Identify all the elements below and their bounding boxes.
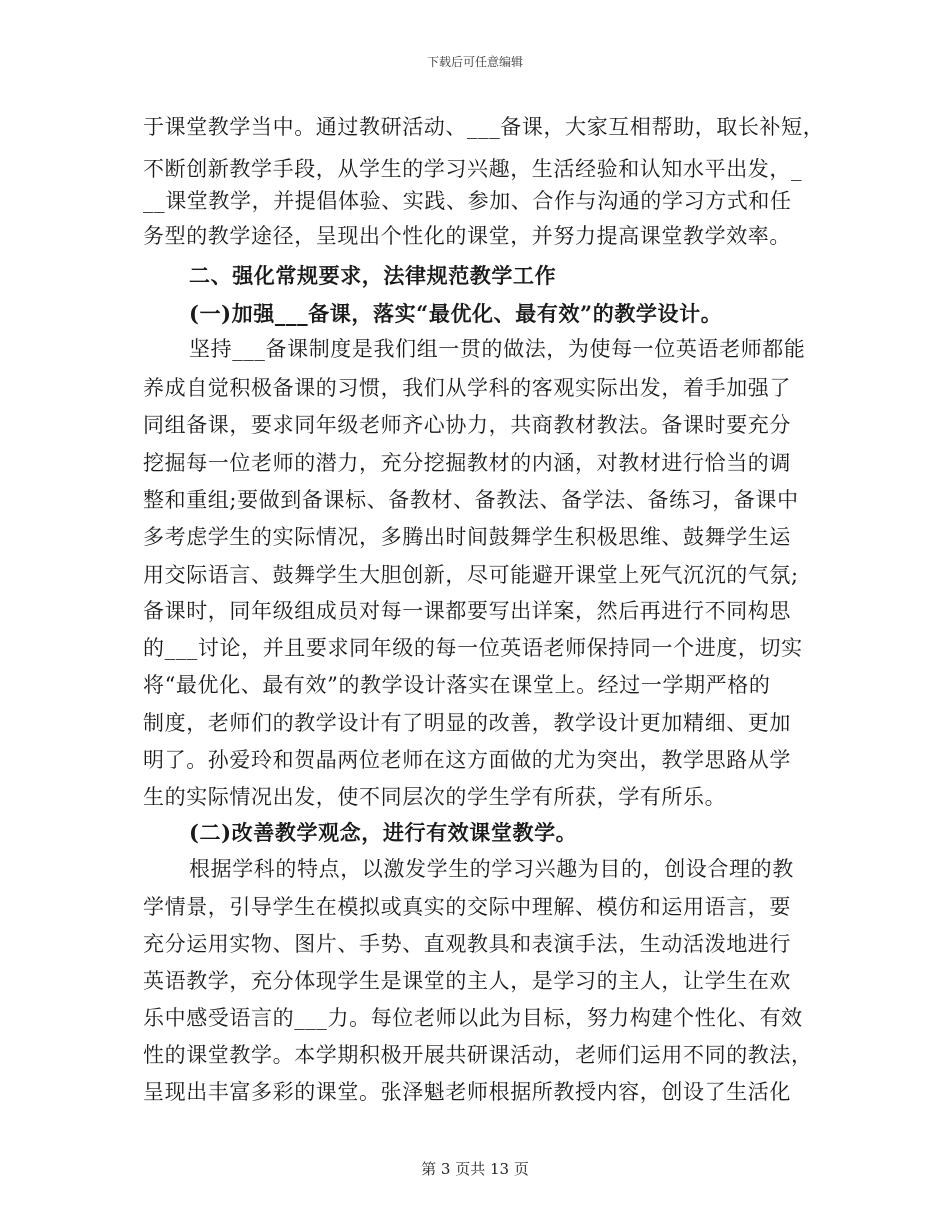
subsection-heading: (一)加强___备课，落实“最优化、最有效”的教学设计。	[189, 301, 723, 326]
text-line: 不断创新教学手段，从学生的学习兴趣，生活经验和认知水平出发，_	[143, 157, 803, 181]
text-line: 于课堂教学当中。通过教研活动、___备课，大家互相帮助，取长补短，	[143, 115, 825, 139]
subsection-heading: (二)改善教学观念，进行有效课堂教学。	[189, 820, 578, 845]
text-line: 用交际语言、鼓舞学生大胆创新，尽可能避开课堂上死气沉沉的气氛;	[143, 563, 799, 587]
text-line: 备课时，同年级组成员对每一课都要写出详案，然后再进行不同构思	[143, 599, 791, 623]
text-line: 制度，老师们的教学设计有了明显的改善，教学设计更加精细、更加	[143, 711, 791, 735]
text-line: 生的实际情况出发，使不同层次的学生学有所获，学有所乐。	[143, 785, 727, 809]
text-line: 务型的教学途径，呈现出个性化的课堂，并努力提高课堂教学效率。	[143, 224, 791, 248]
page-footer: 第 3 页共 13 页	[421, 1160, 529, 1178]
text-line: 性的课堂教学。本学期积极开展共研课活动，老师们运用不同的教法，	[143, 1043, 813, 1067]
text-line: 多考虑学生的实际情况，多腾出时间鼓舞学生积极思维、鼓舞学生运	[143, 525, 791, 549]
text-line: 养成自觉积极备课的习惯，我们从学科的客观实际出发，着手加强了	[143, 376, 791, 400]
page-header: 下载后可任意编辑	[426, 55, 523, 69]
text-line: 的___讨论，并且要求同年级的每一位英语老师保持同一个进度，切实	[143, 636, 803, 660]
text-line: 乐中感受语言的___力。每位老师以此为目标，努力构建个性化、有效	[143, 1006, 803, 1030]
text-line: 明了。孙爱玲和贺晶两位老师在这方面做的尤为突出，教学思路从学	[143, 748, 791, 772]
text-line: __课堂教学，并提倡体验、实践、参加、合作与沟通的学习方式和任	[143, 189, 792, 213]
text-line: 学情景，引导学生在模拟或真实的交际中理解、模仿和运用语言，要	[143, 895, 791, 919]
text-line: 坚持___备课制度是我们组一贯的做法，为使每一位英语老师都能	[189, 337, 806, 361]
text-line: 充分运用实物、图片、手势、直观教具和表演手法，生动活泼地进行	[143, 932, 791, 956]
text-line: 挖掘每一位老师的潜力，充分挖掘教材的内涵，对教材进行恰当的调	[143, 451, 791, 475]
text-line: 呈现出丰富多彩的课堂。张泽魁老师根据所教授内容，创设了生活化	[143, 1080, 791, 1104]
section-heading: 二、强化常规要求，法律规范教学工作	[189, 263, 557, 288]
text-line: 将“最优化、最有效”的教学设计落实在课堂上。经过一学期严格的	[143, 673, 771, 697]
text-line: 根据学科的特点，以激发学生的学习兴趣为目的，创设合理的教	[189, 857, 794, 881]
text-line: 同组备课，要求同年级老师齐心协力，共商教材教法。备课时要充分	[143, 413, 791, 437]
text-line: 英语教学，充分体现学生是课堂的主人，是学习的主人，让学生在欢	[143, 969, 791, 993]
text-line: 整和重组;要做到备课标、备教材、备教法、备学法、备练习，备课中	[143, 488, 799, 512]
